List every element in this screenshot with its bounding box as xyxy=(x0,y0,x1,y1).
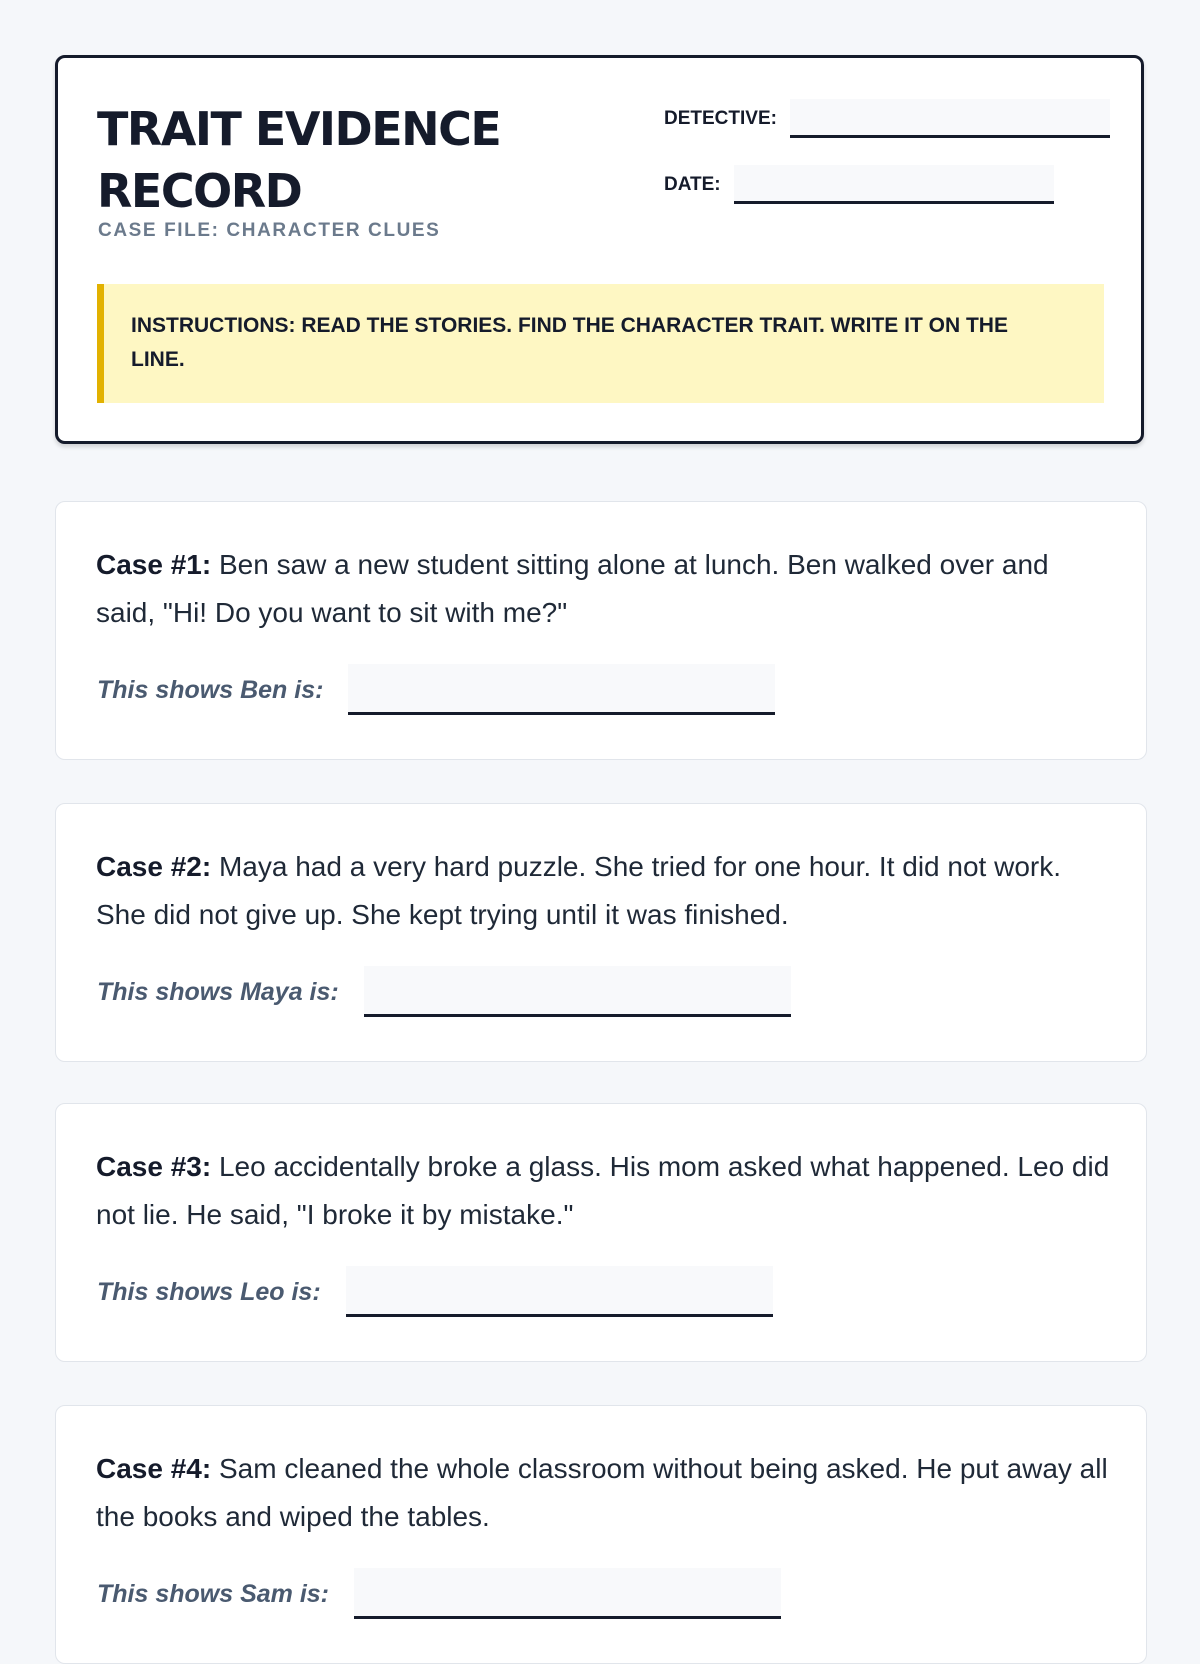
case-card-3 xyxy=(55,1103,1147,1362)
answer-row xyxy=(97,664,775,715)
title-line-1: TRAIT EVIDENCE xyxy=(97,102,501,156)
case-card-4 xyxy=(55,1405,1147,1664)
answer-line-input[interactable] xyxy=(364,966,791,1017)
case-card-1 xyxy=(55,501,1147,760)
answer-line-input[interactable] xyxy=(348,664,775,715)
answer-prompt: This shows Maya is: xyxy=(97,978,339,1006)
answer-line-input[interactable] xyxy=(346,1266,773,1317)
case-story-text: Sam cleaned the whole classroom without being asked. He put away all the books and wiped the tables. xyxy=(96,1453,1108,1532)
case-number: Case #4: xyxy=(96,1453,212,1484)
date-input-line[interactable] xyxy=(734,165,1054,204)
case-story xyxy=(96,1143,1111,1239)
answer-row xyxy=(97,966,791,1017)
case-card-2 xyxy=(55,803,1147,1062)
case-story-text: Ben saw a new student sitting alone at lunch. Ben walked over and said, "Hi! Do you want to sit with me?" xyxy=(96,549,1049,628)
case-story xyxy=(96,1445,1111,1541)
case-number: Case #1: xyxy=(96,549,212,580)
case-file-subtitle: CASE FILE: CHARACTER CLUES xyxy=(98,220,441,241)
answer-prompt: This shows Ben is: xyxy=(97,676,324,704)
date-field xyxy=(664,165,1054,204)
detective-label: DETECTIVE: xyxy=(664,108,777,129)
instructions-box: INSTRUCTIONS: READ THE STORIES. FIND THE CHARACTER TRAIT. WRITE IT ON THE LINE. xyxy=(97,284,1104,403)
answer-prompt: This shows Leo is: xyxy=(97,1278,321,1306)
answer-prompt: This shows Sam is: xyxy=(97,1580,330,1608)
case-story xyxy=(96,843,1111,939)
case-story xyxy=(96,541,1111,637)
detective-input-line[interactable] xyxy=(790,99,1110,138)
header-card xyxy=(55,55,1144,444)
answer-row xyxy=(97,1266,773,1317)
case-number: Case #2: xyxy=(96,851,212,882)
detective-field xyxy=(664,99,1110,138)
case-number: Case #3: xyxy=(96,1151,212,1182)
case-story-text: Maya had a very hard puzzle. She tried for one hour. It did not work. She did not give up. She kept trying until it was finished. xyxy=(96,851,1061,930)
title-line-2: RECORD xyxy=(97,164,302,218)
page-title xyxy=(97,98,500,222)
answer-line-input[interactable] xyxy=(354,1568,781,1619)
date-label: DATE: xyxy=(664,174,721,195)
answer-row xyxy=(97,1568,781,1619)
case-story-text: Leo accidentally broke a glass. His mom asked what happened. Leo did not lie. He said, "I broke it by mistake." xyxy=(96,1151,1110,1230)
